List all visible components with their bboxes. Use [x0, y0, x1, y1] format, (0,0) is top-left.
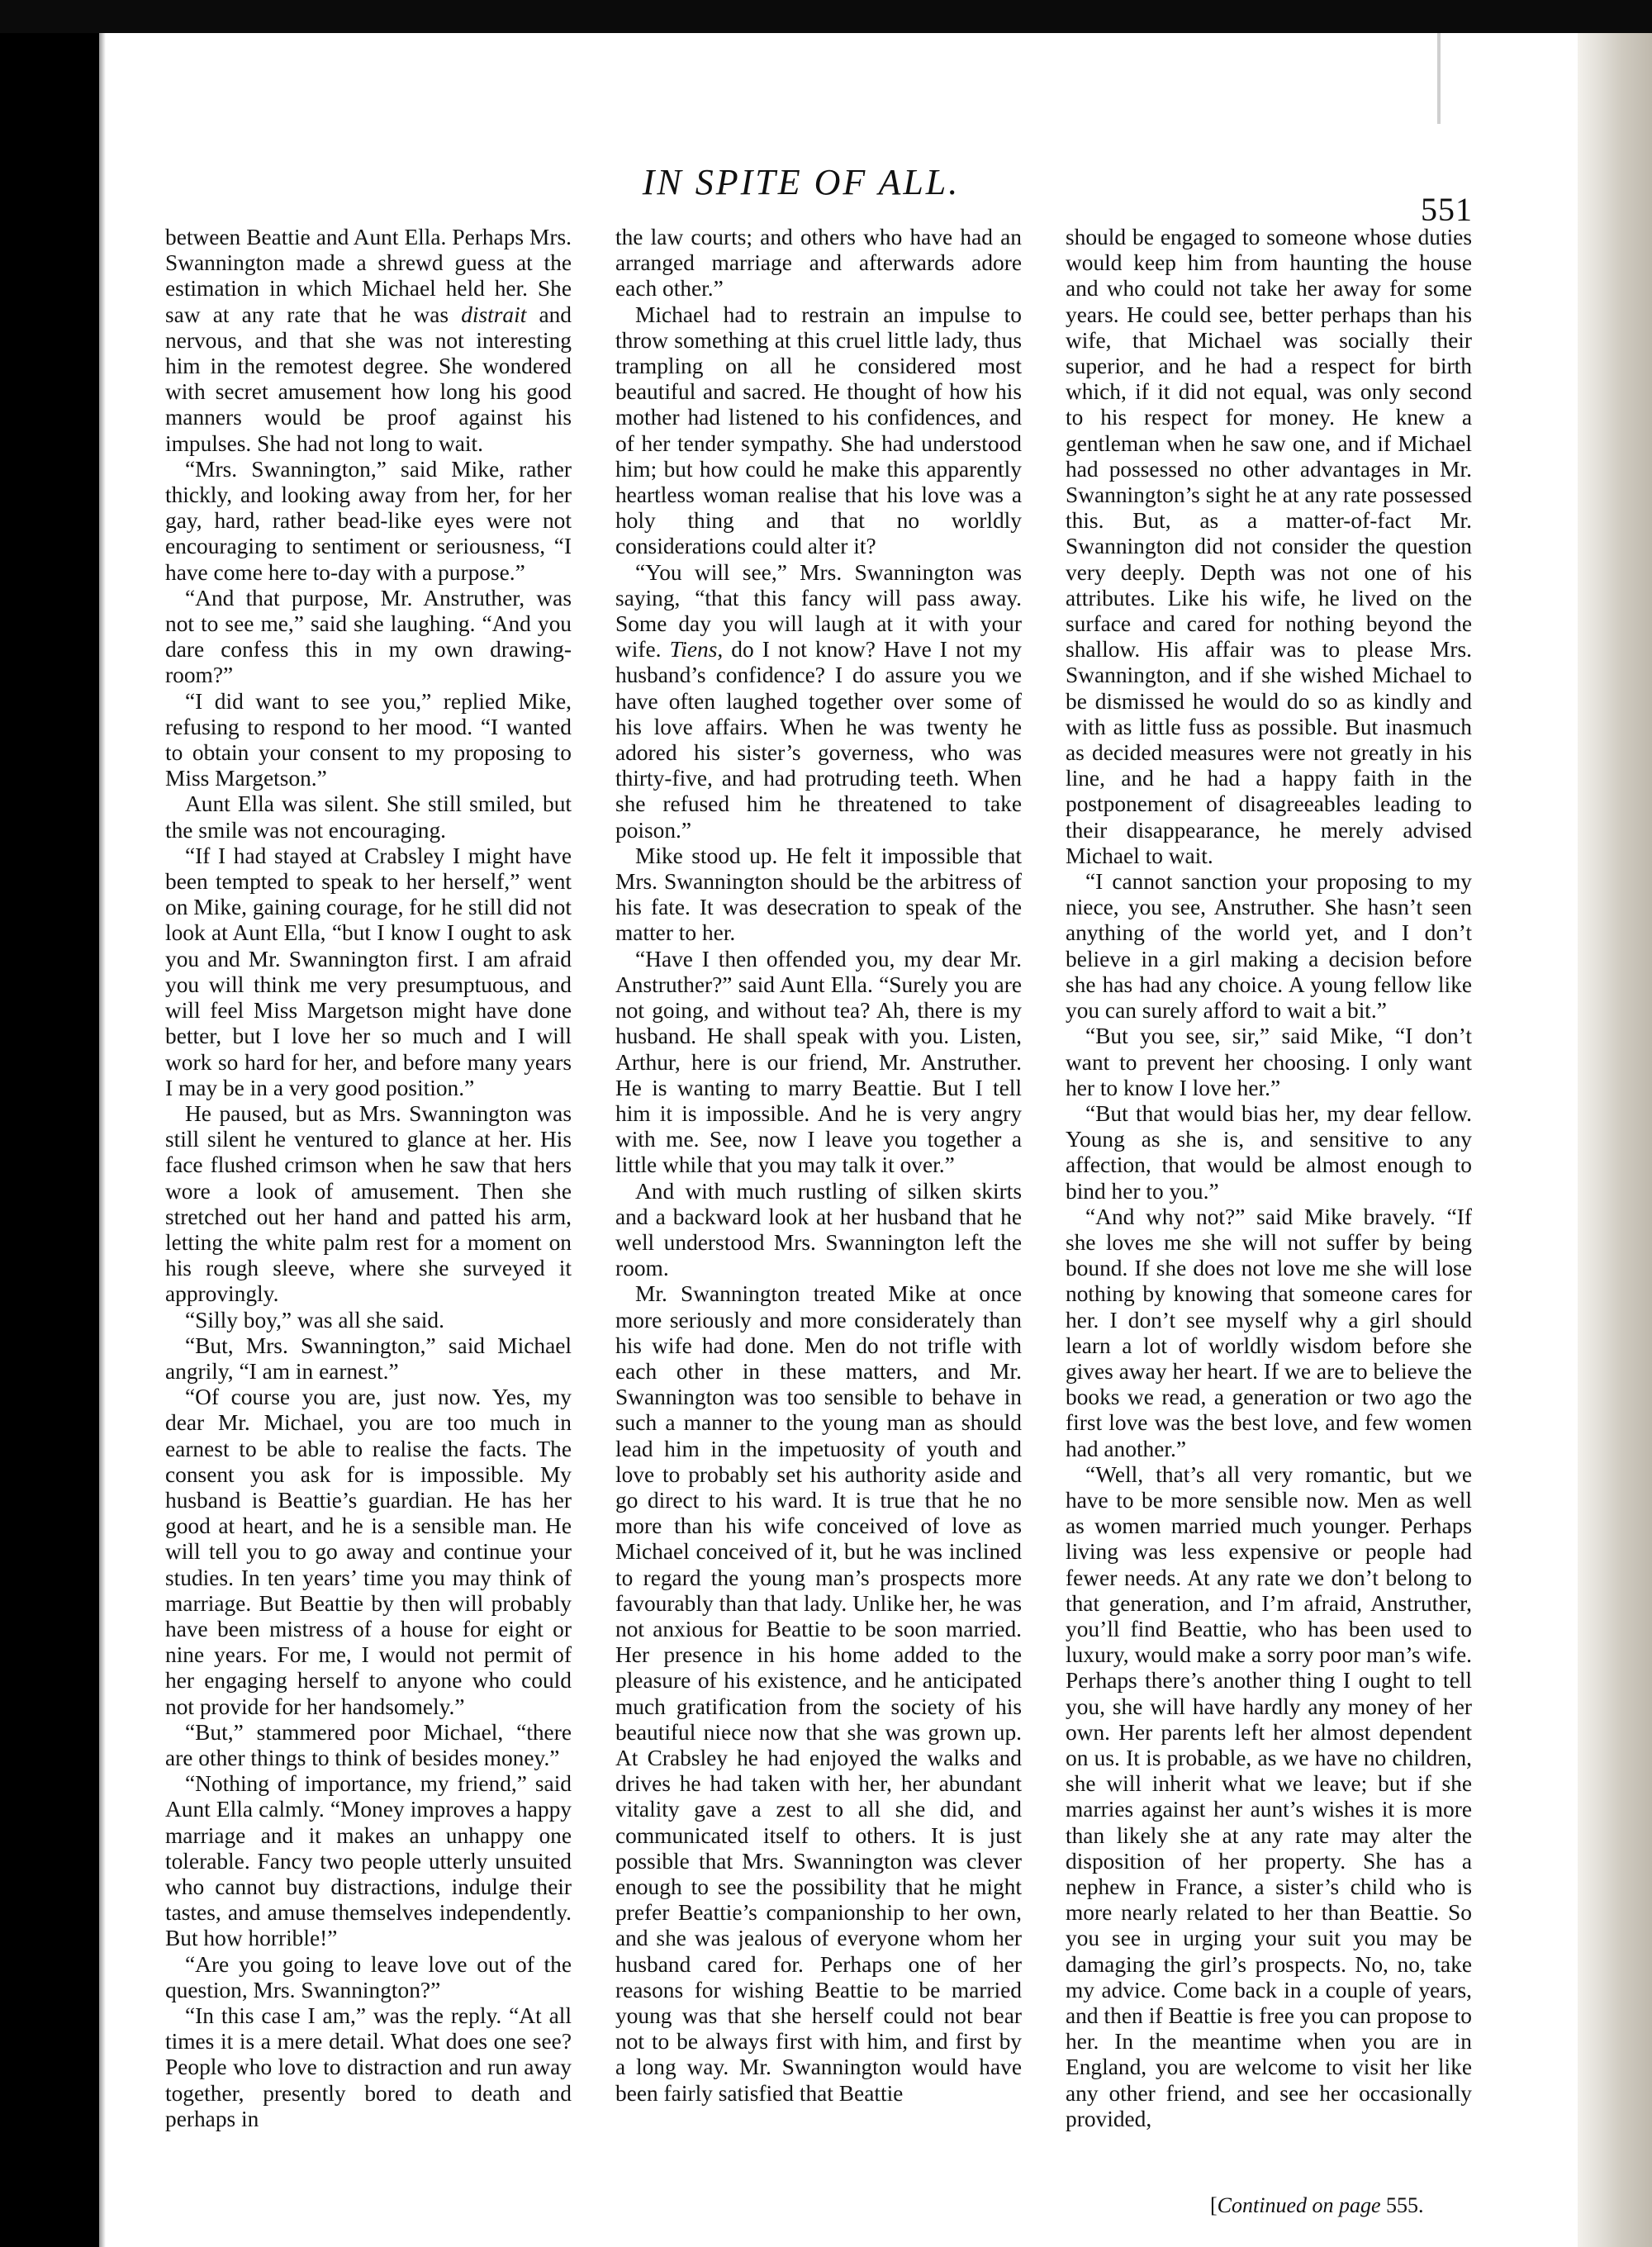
paragraph: “But, Mrs. Swannington,” said Michael angrily, “I am in earnest.”: [165, 1333, 572, 1384]
paragraph: And with much rustling of silken skirts and a backward look at her husband that he well understood Mrs. Swannington left the room.: [615, 1178, 1022, 1281]
paragraph: should be engaged to someone whose duties would keep him from haunting the house and who could not take her away for some years. He could see, better perhaps than his wife, that Michael was socially their superior, and he had a respect for birth which, if it did not equal, was only second to his respect for money. He knew a gentleman when he saw one, and if Michael had possessed no other advantages in Mr. Swannington’s sight he at any rate possessed this. But, as a matter-of-fact Mr. Swannington did not consider the question very deeply. Depth was not one of his attributes. Like his wife, he lived on the surface and cared for nothing beyond the shallow. His affair was to please Mrs. Swannington, and if she wished Michael to be dismissed he would do so as kindly and with as little fuss as possible. But inasmuch as decided measures were not greatly in his line, and he had a happy faith in the postponement of disagreeables leading to their disappearance, he merely advised Michael to wait.: [1066, 225, 1472, 868]
paragraph: Mike stood up. He felt it impossible that Mrs. Swannington should be the arbitress of his fate. It was desecration to speak of the matter to her.: [615, 843, 1022, 946]
text-column-1: [165, 225, 572, 2132]
paragraph: “But that would bias her, my dear fellow. Young as she is, and sensitive to any affection, that would be almost enough to bind her to you.”: [1066, 1100, 1472, 1204]
page-number: 551: [1421, 191, 1473, 228]
paragraph: “In this case I am,” was the reply. “At all times it is a mere detail. What does one see? People who love to distraction and run away together, presently bored to death and perhaps in: [165, 2003, 572, 2131]
paragraph: “Well, that’s all very romantic, but we have to be more sensible now. Men as well as women married much younger. Perhaps living was less expensive or people had fewer needs. At any rate we don’t belong to that generation, and I’m afraid, Anstruther, you’ll find Beattie, who has been used to luxury, would make a sorry poor man’s wife. Perhaps there’s another thing I ought to tell you, she will have hardly any money of her own. Her parents left her almost dependent on us. It is probable, as we have no children, she will inherit what we leave; but if she marries against her aunt’s wishes it is more than likely she at any rate may alter the disposition of her property. She has a nephew in France, a sister’s child who is more nearly related to her than Beattie. So you see in urging your suit you may be damaging the girl’s prospects. No, no, take my advice. Come back in a couple of years, and then if Beattie is free you can propose to her. In the meantime when you are in England, you are welcome to visit her like any other friend, and see her occasionally provided,: [1066, 1461, 1472, 2131]
paragraph: Michael had to restrain an impulse to throw something at this cruel little lady, thus trampling on all he considered most beautiful and sacred. He thought of how his mother had listened to his confidences, and of her tender sympathy. She had understood him; but how could he make this apparently heartless woman realise that his love was a holy thing and that no worldly considerations could alter it?: [615, 302, 1022, 559]
text-column-3: [1066, 225, 1472, 2132]
page-fold-mark: [1437, 33, 1441, 124]
text-column-2: [615, 225, 1022, 2107]
paragraph: “But,” stammered poor Michael, “there are other things to think of besides money.”: [165, 1719, 572, 1770]
paragraph: “You will see,” Mrs. Swannington was saying, “that this fancy will pass away. Some day you will laugh at it with your wife. Tiens, do I not know? Have I not my husband’s confidence? I do assure you we have often laughed together over some of his love affairs. When he was twenty he adored his sister’s governess, who was thirty-five, and had protruding teeth. When she refused him he threatened to take poison.”: [615, 559, 1022, 843]
gutter-shadow: [99, 33, 106, 2247]
paragraph: He paused, but as Mrs. Swannington was still silent he ventured to glance at her. His face flushed crimson when he saw that hers wore a look of amusement. Then she stretched out her hand and patted his arm, letting the white palm rest for a moment on his rough sleeve, where she surveyed it approvingly.: [165, 1100, 572, 1307]
running-title: IN SPITE OF ALL.: [642, 162, 961, 202]
paragraph: “And that purpose, Mr. Anstruther, was not to see me,” said she laughing. “And you dare confess this in my own drawing-room?”: [165, 585, 572, 688]
page-edge: [1578, 33, 1652, 2247]
paragraph: “Mrs. Swannington,” said Mike, rather thickly, and looking away from her, for her gay, hard, rather bead-like eyes were not encouraging to sentiment or seriousness, “I have come here to-day with a purpose.”: [165, 456, 572, 585]
continued-label: Continued on page: [1217, 2193, 1381, 2217]
paragraph: the law courts; and others who have had an arranged marriage and afterwards adore each other.”: [615, 225, 1022, 302]
facing-page-gutter: [0, 33, 99, 2247]
paragraph: “Of course you are, just now. Yes, my dear Mr. Michael, you are too much in earnest to be able to realise the facts. The consent you ask for is impossible. My husband is Beattie’s guardian. He has her good at heart, and he is a sensible man. He will tell you to go away and continue your studies. In ten years’ time you may think of marriage. But Beattie by then will probably have been mistress of a house for eight or nine years. For me, I would not permit of her engaging herself to anyone who could not provide for her handsomely.”: [165, 1385, 572, 1719]
continued-bracket: [: [1210, 2193, 1218, 2217]
paragraph: Mr. Swannington treated Mike at once more seriously and more considerately than his wife had done. Men do not trifle with each other in these matters, and Mr. Swannington was too sensible to behave in such a manner to the young man as should lead him in the impetuosity of youth and love to probably set his authority aside and go direct to his ward. It is true that he no more than his wife conceived of love as Michael conceived of it, but he was inclined to regard the young man’s prospects more favourably than that lady. Unlike her, he was not anxious for Beattie to be soon married. Her presence in his home added to the pleasure of his existence, and he anticipated much gratification from the society of his beautiful niece now that she was grown up. At Crabsley he had enjoyed the walks and drives he had taken with her, her abundant vitality gave a zest to all she did, and communicated itself to others. It is just possible that Mrs. Swannington was clever enough to see the possibility that he might prefer Beattie’s companionship to her own, and she was jealous of everyone whom her husband cared for. Perhaps one of her reasons for wishing Beattie to be married young was that she herself could not bear not to be always first with him, and first by a long way. Mr. Swannington would have been fairly satisfied that Beattie: [615, 1281, 1022, 2106]
continued-page: 555.: [1380, 2193, 1424, 2217]
paragraph: Aunt Ella was silent. She still smiled, but the smile was not encouraging.: [165, 791, 572, 843]
continued-notice: [1210, 2193, 1424, 2218]
paragraph: “But you see, sir,” said Mike, “I don’t want to prevent her choosing. I only want her to know I love her.”: [1066, 1024, 1472, 1100]
paragraph: “If I had stayed at Crabsley I might have been tempted to speak to her herself,” went on Mike, gaining courage, for he still did not look at Aunt Ella, “but I know I ought to ask you and Mr. Swannington first. I am afraid you will think me very presumptuous, and will feel Miss Margetson might have done better, but I love her so much and I will work so hard for her, and before many years I may be in a very good position.”: [165, 843, 572, 1100]
paragraph: “Silly boy,” was all she said.: [185, 1307, 444, 1333]
paragraph: “I cannot sanction your proposing to my niece, you see, Anstruther. She hasn’t seen anything of the world yet, and I don’t believe in a girl making a decision before she has had any choice. A young fellow like you can surely afford to wait a bit.”: [1066, 869, 1472, 1024]
paragraph: between Beattie and Aunt Ella. Perhaps Mrs. Swannington made a shrewd guess at the estimation in which Michael held her. She saw at any rate that he was distrait and nervous, and that she was not interesting him in the remotest degree. She wondered with secret amusement how long his good manners would be proof against his impulses. She had not long to wait.: [165, 225, 572, 456]
paragraph: “Have I then offended you, my dear Mr. Anstruther?” said Aunt Ella. “Surely you are not going, and without tea? Ah, there is my husband. He shall speak with you. Listen, Arthur, here is our friend, Mr. Anstruther. He is wanting to marry Beattie. But I tell him it is impossible. And he is very angry with me. See, now I leave you together a little while that you may talk it over.”: [615, 946, 1022, 1178]
paragraph: “Nothing of importance, my friend,” said Aunt Ella calmly. “Money improves a happy marriage and it makes an unhappy one tolerable. Fancy two people utterly unsuited who cannot buy distractions, indulge their tastes, and amuse themselves independently. But how horrible!”: [165, 1771, 572, 1951]
paragraph: “Are you going to leave love out of the question, Mrs. Swannington?”: [165, 1951, 572, 2002]
paragraph: “I did want to see you,” replied Mike, refusing to respond to her mood. “I wanted to obtain your consent to my proposing to Miss Margetson.”: [165, 688, 572, 791]
paragraph: “And why not?” said Mike bravely. “If she loves me she will not suffer by being bound. If she does not love me she will lose nothing by knowing that someone cares for her. I don’t see myself why a girl should learn a lot of worldly wisdom before she gives away her heart. If we are to believe the books we read, a generation or two ago the first love was the best love, and few women had another.”: [1066, 1204, 1472, 1461]
